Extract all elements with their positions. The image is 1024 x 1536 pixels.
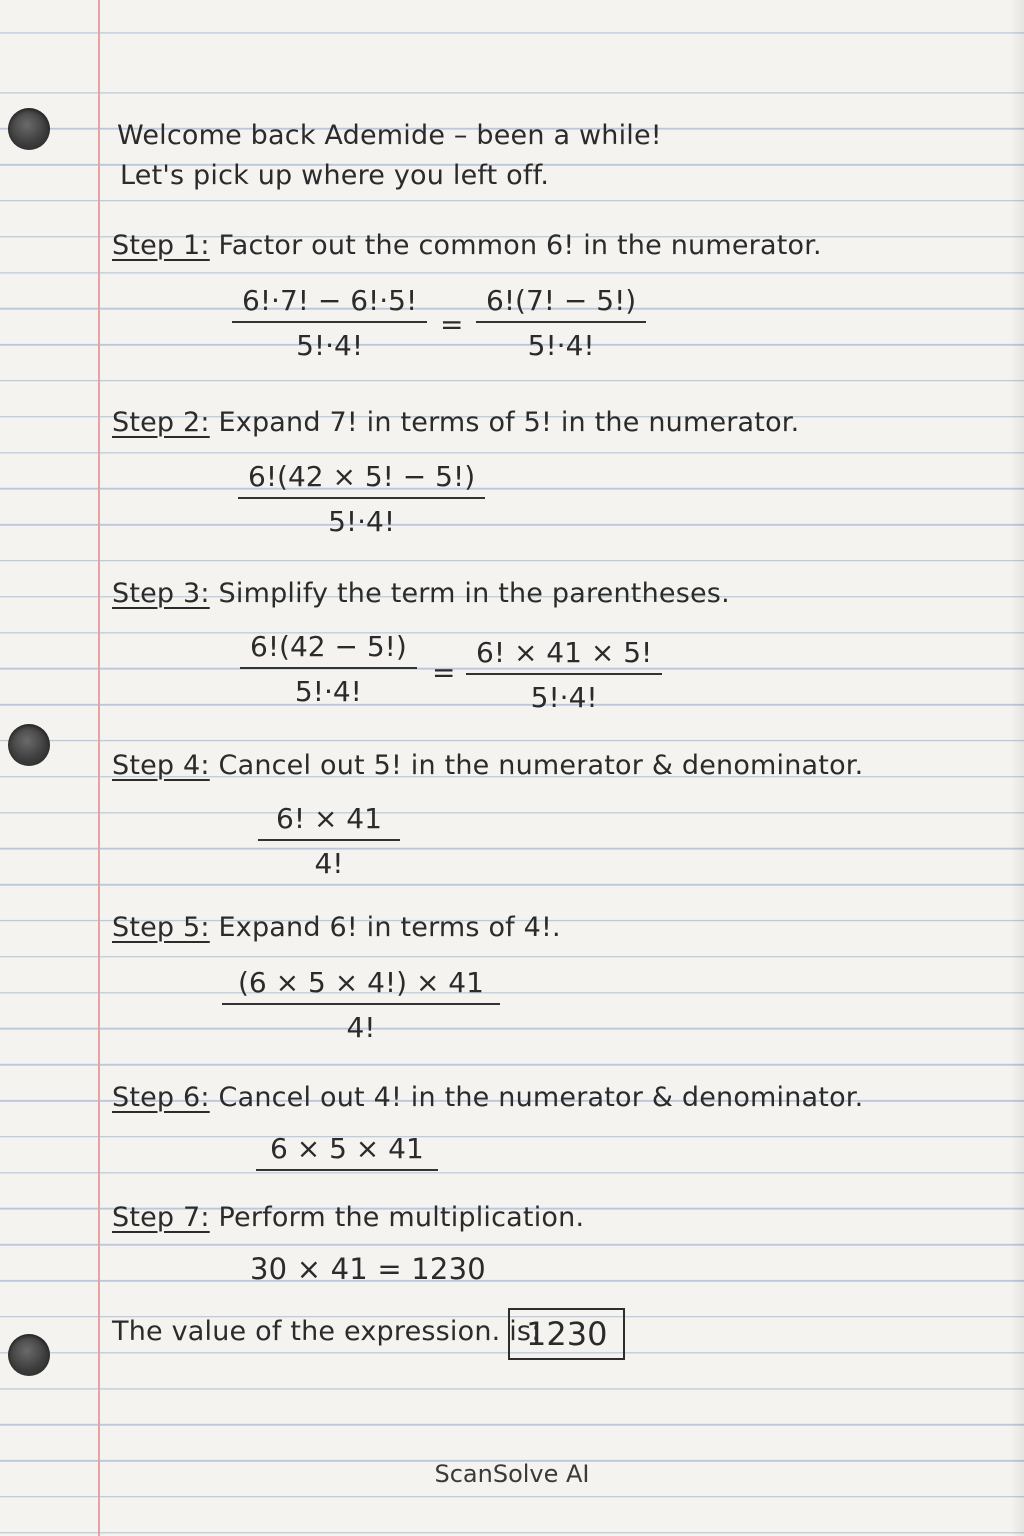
fraction-numerator: 6!(7! − 5!) <box>476 284 646 323</box>
fraction-numerator: 6!(42 − 5!) <box>240 630 417 669</box>
step-1-fraction-left <box>232 284 427 362</box>
final-answer-box <box>508 1308 625 1360</box>
equals-sign: = <box>440 308 464 341</box>
step-4-text: Cancel out 5! in the numerator & denominator. <box>218 750 864 781</box>
step-7-heading <box>112 1202 584 1233</box>
fraction-numerator: 6! × 41 × 5! <box>466 636 662 675</box>
step-5-fraction <box>222 966 500 1044</box>
step-5-text: Expand 6! in terms of 4!. <box>218 912 561 943</box>
fraction-numerator: 6! × 41 <box>258 802 400 841</box>
fraction-denominator: 4! <box>314 847 344 880</box>
fraction-denominator: 4! <box>346 1011 376 1044</box>
fraction-denominator: 5!·4! <box>530 681 598 714</box>
step-5-heading <box>112 912 561 943</box>
step-6-expression <box>256 1132 438 1171</box>
fraction-numerator: 6 × 5 × 41 <box>256 1132 438 1171</box>
step-7-label: Step 7: <box>112 1202 210 1233</box>
step-1-fraction-right <box>476 284 646 362</box>
final-answer: 1230 <box>526 1315 608 1353</box>
fraction-denominator: 5!·4! <box>294 675 362 708</box>
step-7-text: Perform the multiplication. <box>218 1202 585 1233</box>
step-1-text: Factor out the common 6! in the numerator. <box>218 230 822 261</box>
step-7-result: 30 × 41 = 1230 <box>250 1252 486 1286</box>
step-2-label: Step 2: <box>112 407 210 438</box>
conclusion-text: The value of the expression. is: <box>112 1316 541 1347</box>
step-3-text: Simplify the term in the parentheses. <box>218 578 730 609</box>
greeting-line-1: Welcome back Ademide – been a while! <box>117 120 662 151</box>
fraction-denominator: 5!·4! <box>296 329 364 362</box>
step-2-fraction <box>238 460 485 538</box>
step-2-text: Expand 7! in terms of 5! in the numerator. <box>218 407 800 438</box>
fraction-denominator: 5!·4! <box>328 505 396 538</box>
step-6-label: Step 6: <box>112 1082 210 1113</box>
step-2-heading <box>112 407 799 438</box>
greeting-line-2: Let's pick up where you left off. <box>120 160 550 191</box>
step-5-label: Step 5: <box>112 912 210 943</box>
fraction-numerator: 6!·7! − 6!·5! <box>232 284 427 323</box>
step-1-label: Step 1: <box>112 230 210 261</box>
step-4-fraction <box>258 802 400 880</box>
step-4-label: Step 4: <box>112 750 210 781</box>
step-3-fraction-left <box>240 630 417 708</box>
fraction-numerator: (6 × 5 × 4!) × 41 <box>222 966 500 1005</box>
step-6-text: Cancel out 4! in the numerator & denominator. <box>218 1082 864 1113</box>
equals-sign: = <box>432 656 456 689</box>
footer-brand: ScanSolve AI <box>434 1460 590 1488</box>
fraction-denominator: 5!·4! <box>527 329 595 362</box>
step-1-heading <box>112 230 822 261</box>
step-3-fraction-right <box>466 636 662 714</box>
step-3-label: Step 3: <box>112 578 210 609</box>
step-4-heading <box>112 750 863 781</box>
step-6-heading <box>112 1082 863 1113</box>
step-3-heading <box>112 578 730 609</box>
fraction-numerator: 6!(42 × 5! − 5!) <box>238 460 485 499</box>
